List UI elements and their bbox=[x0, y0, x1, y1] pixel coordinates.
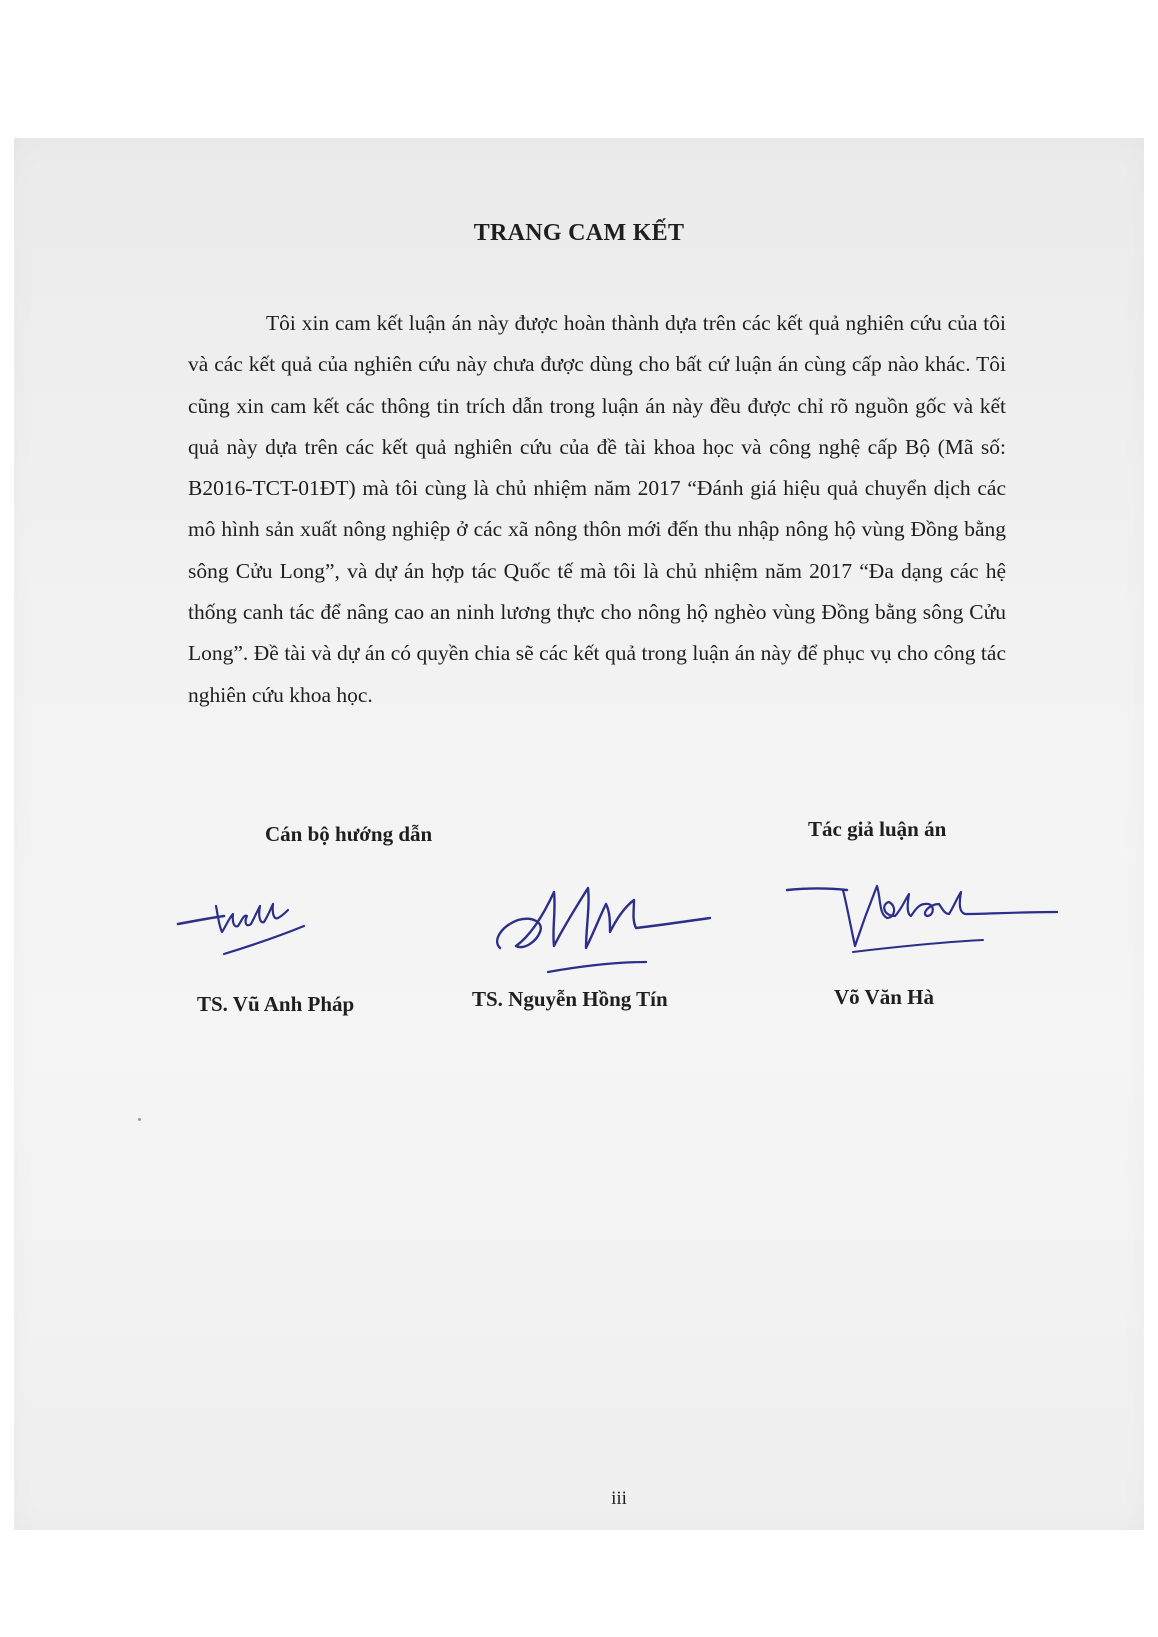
page-title: TRANG CAM KẾT bbox=[473, 220, 685, 246]
page-number: iii bbox=[611, 1488, 627, 1509]
author-name: Võ Văn Hà bbox=[834, 985, 934, 1009]
supervisor-heading: Cán bộ hướng dẫn bbox=[265, 822, 433, 846]
signature-supervisor-1 bbox=[172, 888, 312, 963]
commitment-paragraph: Tôi xin cam kết luận án này được hoàn thành dựa trên các kết quả nghiên cứu của tôi và các kết quả của nghiên cứu này chưa được dùng cho bất cứ luận án cùng cấp nào khác. Tôi cũng xin cam kết các thông tin trích dẫn trong luận án này đều được chỉ rõ nguồn gốc và kết quả này dựa trên các kết quả nghiên cứu của đề tài khoa học và công nghệ cấp Bộ (Mã số: B2016-TCT-01ĐT) mà tôi cùng là chủ nhiệm năm 2017 “Đánh giá hiệu quả chuyển dịch các mô hình sản xuất nông nghiệp ở các xã nông thôn mới đến thu nhập nông hộ vùng Đồng bằng sông Cửu Long”, và dự án hợp tác Quốc tế mà tôi là chủ nhiệm năm 2017 “Đa dạng các hệ thống canh tác để nâng cao an ninh lương thực cho nông hộ nghèo vùng Đồng bằng sông Cửu Long”. Đề tài và dự án có quyền chia sẽ các kết quả trong luận án này để phục vụ cho công tác nghiên cứu khoa học. bbox=[188, 311, 1006, 707]
supervisor-1-name: TS. Vũ Anh Pháp bbox=[197, 992, 355, 1016]
author-heading: Tác giả luận án bbox=[808, 817, 947, 841]
signature-author bbox=[783, 870, 1083, 970]
paper-speck bbox=[138, 1118, 141, 1121]
signature-supervisor-2 bbox=[486, 876, 726, 981]
supervisor-2-name: TS. Nguyễn Hồng Tín bbox=[472, 987, 668, 1011]
